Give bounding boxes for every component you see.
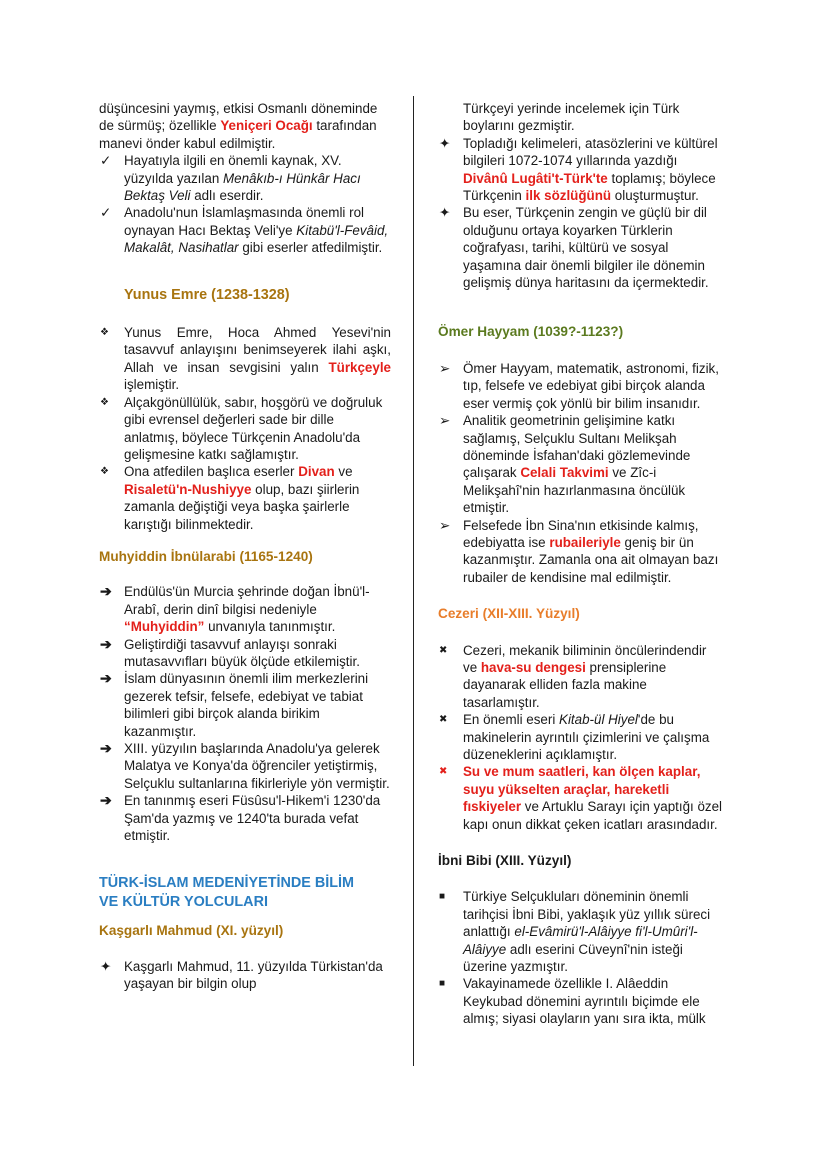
kasgarli-cont-list	[438, 100, 723, 291]
arrow-right-icon: ➔	[100, 670, 112, 687]
list-item: Türkçeyi yerinde incelemek için Türk boylarını gezmiştir.	[463, 101, 680, 134]
arrowhead-bullet-icon: ➢	[439, 517, 451, 533]
list-item: ➔ Geliştirdiği tasavvuf anlayışı sonraki mutasavvıfları büyük ölçüde etkilemiştir.	[100, 635, 360, 669]
list-item: ➢ Felsefede İbn Sina'nın etkisinde kalmış, edebiyatta ise rubaileriyle geniş bir ün kazanmıştır. Zamanla ona ait olmayan bazı rubailer de kendisine mal edilmiştir.	[439, 517, 719, 585]
list-item: ❖ Yunus Emre, Hoca Ahmed Yesevi'nin tasavvuf anlayışını benimseyerek ilahi aşkı, Allah ve insan sevgisini yalın Türkçeyle işlemiştir.	[100, 325, 391, 393]
check-icon: ✓	[100, 205, 112, 221]
list-item: ✦ Bu eser, Türkçenin zengin ve güçlü bir dil olduğunu ortaya koyarken Türklerin coğrafyası, tarihi, kültürü ve sosyal yaşamına dair önemli bilgiler ile dönemin gelişmiş dünya haritasını da içermektedir.	[439, 205, 709, 291]
section-title: TÜRK-İSLAM MEDENİYETİNDE BİLİM VE KÜLTÜR YOLCULARI	[99, 875, 355, 911]
yunus-heading: Yunus Emre (1238-1328)	[124, 286, 290, 303]
list-item: ❖ Ona atfedilen başlıca eserler Divan ve Risaletü'n-Nushiyye olup, bazı şiirlerin zamanla değiştiği veya başka şairlerle karıştığı bilinmektedir.	[100, 464, 360, 532]
list-item: ➔ İslam dünyasının önemli ilim merkezlerini gezerek tefsir, felsefe, edebiyat ve tabiat bilimleri gibi birçok alanda birikim kazanmıştır.	[100, 670, 369, 739]
list-item: düşüncesini yaymış, etkisi Osmanlı döneminde de sürmüş; özellikle Yeniçeri Ocağı tarafından manevi önder kabul edilmiştir.	[99, 101, 378, 151]
diamond-bullet-icon: ❖	[100, 327, 109, 339]
right-column	[438, 96, 723, 1028]
list-item: ✓ Hayatıyla ilgili en önemli kaynak, XV. yüzyılda yazılan Menâkıb-ı Hünkâr Hacı Bektaş Veli adlı eserdir.	[100, 153, 361, 204]
kasgarli-heading: Kaşgarlı Mahmud (XI. yüzyıl)	[99, 923, 284, 939]
list-item: ✓ Anadolu'nun İslamlaşmasında önemli rol oynayan Hacı Bektaş Veli'ye Kitabü'l-Fevâid, Makalât, Nasihatlar gibi eserler atfedilmiştir.	[100, 205, 389, 256]
left-column	[99, 96, 391, 993]
cross-bullet-icon: ✖	[439, 766, 448, 778]
muhyiddin-heading: Muhyiddin İbnülarabi (1165-1240)	[99, 548, 313, 564]
cross-bullet-icon: ✖	[439, 714, 448, 726]
bektas-list	[99, 100, 391, 257]
list-item: ➢ Ömer Hayyam, matematik, astronomi, fizik, tıp, felsefe ve edebiyat gibi birçok alanda eser vermiş çok yönlü bir bilim insanıdır.	[439, 360, 719, 411]
four-point-star-icon: ✦	[439, 205, 451, 221]
arrowhead-bullet-icon: ➢	[439, 360, 451, 376]
list-item: ❖ Alçakgönüllülük, sabır, hoşgörü ve doğruluk gibi evrensel değerleri sade bir dille anlatmış, böylece Türkçenin Anadolu'da gelişmesine katkı sağlamıştır.	[100, 394, 383, 462]
muhyiddin-list	[99, 583, 391, 844]
square-bullet-icon: ■	[439, 891, 446, 903]
list-item: ✦ Kaşgarlı Mahmud, 11. yüzyılda Türkistan'da yaşayan bir bilgin olup	[100, 958, 383, 992]
arrowhead-bullet-icon: ➢	[439, 413, 451, 429]
list-item: ➔ XIII. yüzyılın başlarında Anadolu'ya gelerek Malatya ve Konya'da öğrenciler yetiştirmiş, Selçuklu sultanlarına fikirleriyle yön vermiştir.	[100, 740, 390, 791]
diamond-bullet-icon: ❖	[100, 466, 109, 478]
arrow-right-icon: ➔	[100, 583, 112, 600]
column-divider	[413, 96, 414, 1066]
omer-list	[438, 360, 723, 586]
four-point-star-icon: ✦	[100, 958, 112, 974]
diamond-bullet-icon: ❖	[100, 396, 109, 408]
list-item: ■ Türkiye Selçukluları döneminin önemli tarihçisi İbni Bibi, yaklaşık yüz yıllık süreci anlattığı el-Evâmirü'l-Alâiyye fi'l-Umûri'l-Alâiyye adlı eserini Cüveynî'nin isteği üzerine yazmıştır.	[439, 889, 711, 975]
yunus-list	[99, 324, 391, 533]
list-item: ■ Vakayinamede özellikle I. Alâeddin Keykubad dönemini ayrıntılı biçimde ele almış; siyasi olayların yanı sıra ikta, mülk	[439, 976, 706, 1027]
cross-bullet-icon: ✖	[439, 644, 448, 656]
list-item: ✖ En önemli eseri Kitab-ül Hiyel'de bu makinelerin ayrıntılı çizimlerini ve çalışma düzeneklerini açıklamıştır.	[439, 712, 710, 762]
kasgarli-list	[99, 958, 391, 993]
list-item: ➔ En tanınmış eseri Füsûsu'l-Hikem'i 1230'da Şam'da yazmış ve 1240'ta burada vefat etmiştir.	[100, 792, 381, 844]
arrow-right-icon: ➔	[100, 635, 112, 652]
arrow-right-icon: ➔	[100, 792, 112, 809]
ibni-bibi-heading: İbni Bibi (XIII. Yüzyıl)	[438, 853, 572, 869]
omer-heading: Ömer Hayyam (1039?-1123?)	[438, 324, 624, 340]
arrow-right-icon: ➔	[100, 740, 112, 756]
list-item: ➢ Analitik geometrinin gelişimine katkı sağlamış, Selçuklu Sultanı Melikşah döneminde İsfahan'daki gözlemevinde çalışarak Celali Takvimi ve Zîc-i Melikşahî'nin hazırlanmasına öncülük etmiştir.	[439, 413, 691, 516]
check-icon: ✓	[100, 153, 112, 169]
list-item: ✖ Su ve mum saatleri, kan ölçen kaplar, suyu yükselten araçlar, hareketli fıskiyeler ve Artuklu Sarayı için yaptığı özel kapı onun dikkat çeken icatları arasındadır.	[439, 764, 723, 832]
square-bullet-icon: ■	[439, 978, 446, 990]
ibni-bibi-list	[438, 888, 723, 1027]
list-item: ➔ Endülüs'ün Murcia şehrinde doğan İbnü'l-Arabî, derin dinî bilgisi nedeniyle “Muhyiddin” unvanıyla tanınmıştır.	[100, 583, 370, 635]
list-item: ✖ Cezeri, mekanik biliminin öncülerindendir ve hava-su dengesi prensiplerine dayanarak elliden fazla makine tasarlamıştır.	[439, 642, 707, 710]
list-item: ✦ Topladığı kelimeleri, atasözlerini ve kültürel bilgileri 1072-1074 yıllarında yazdığı Divânû Lugâti't-Türk'te toplamış; böylece Türkçenin ilk sözlüğünü oluşturmuştur.	[439, 135, 718, 204]
cezeri-heading: Cezeri (XII-XIII. Yüzyıl)	[438, 606, 580, 622]
four-point-star-icon: ✦	[439, 135, 451, 151]
cezeri-list	[438, 642, 723, 833]
